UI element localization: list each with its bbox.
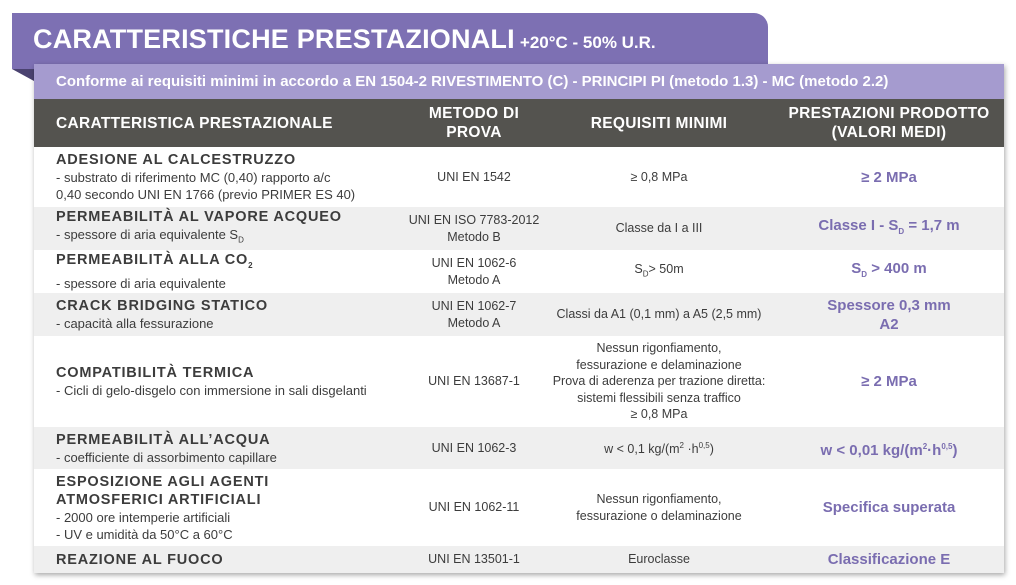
row-subtext: - 2000 ore intemperie artificiali - UV e umidità da 50°C a 60°C [56, 509, 233, 542]
row-performance: w < 0,01 $kg/(m^2\cdot h^{0,5})$ [820, 441, 958, 459]
table-header [34, 99, 1004, 147]
row-name: COMPATIBILITÀ TERMICA [56, 365, 255, 381]
row-method: UNI EN 13501-1 [428, 552, 520, 567]
title-main: CARATTERISTICHE PRESTAZIONALI [33, 24, 515, 54]
row-subtext: - spessore di aria equivalente [56, 275, 226, 291]
row-performance: Classe $I - S_D = 1,7$ m [818, 217, 960, 236]
row-performance: Spessore 0,3 mm A2 [827, 296, 951, 333]
header-method: METODO DI PROVA [428, 105, 520, 141]
table-row [34, 427, 1004, 469]
row-method: UNI EN 1062-3 [431, 440, 517, 455]
header-requirements: REQUISITI MINIMI [590, 114, 728, 132]
row-method: UNI EN 1062-11 [428, 500, 520, 515]
row-method: UNI EN 13687-1 [428, 374, 520, 389]
row-name: PERMEABILITÀ ALL’ACQUA [56, 431, 271, 448]
row-performance: ≥ 2 MPa [861, 168, 917, 186]
table-row [34, 469, 1004, 546]
row-name: CRACK BRIDGING STATICO [56, 298, 268, 314]
row-subtext: - Cicli di gelo-disgelo con immersione in sali disgelanti [56, 383, 367, 398]
row-performance: ≥ 2 MPa [861, 373, 917, 390]
table-row [34, 207, 1004, 250]
title-fold-shadow [12, 69, 34, 81]
row-requirement: Classe da I a III [615, 221, 703, 236]
header-characteristic: CARATTERISTICA PRESTAZIONALE [56, 114, 333, 132]
row-name: PERMEABILITÀ AL VAPORE ACQUEO [56, 209, 342, 226]
header-performance: PRESTAZIONI PRODOTTO (VALORI MEDI) [788, 105, 990, 141]
row-requirement: Classi da A1 (0,1 mm) a A5 (2,5 mm) [556, 307, 762, 322]
row-performance: Specifica superata [822, 499, 956, 516]
row-requirement: Nessun rigonfiamento, fessurazione e delaminazione Prova di aderenza per trazione diretta: sistemi flessibili senza traffico ≥ 0,8 MPa [552, 341, 766, 422]
row-name: ADESIONE AL CALCESTRUZZO [56, 152, 296, 168]
row-subtext: - coefficiente di assorbimento capillare [56, 449, 277, 465]
row-method: UNI EN 1542 [437, 169, 511, 184]
row-requirement: Euroclasse [628, 552, 690, 567]
page-title [33, 24, 656, 55]
row-requirement: $S_D> 50m$ [634, 261, 684, 278]
table-row [34, 546, 1004, 573]
row-name: PERMEABILITÀ ALLA $CO_2$ [56, 252, 254, 270]
row-requirement: ≥ 0,8 MPa [630, 169, 688, 184]
title-conditions: +20°C - 50% U.R. [519, 33, 656, 52]
row-subtext: - spessore di aria equivalente $S_D$ [56, 227, 244, 245]
table-row [34, 293, 1004, 336]
row-method: UNI EN 1062-7 Metodo A [431, 299, 517, 330]
table-row [34, 336, 1004, 427]
row-name: ESPOSIZIONE AGLI AGENTI ATMOSFERICI ARTIFICIALI [56, 473, 270, 508]
conformity-note: Conforme ai requisiti minimi in accordo a EN 1504-2 RIVESTIMENTO (C) - PRINCIPI PI (metodo 1.3) - MC (metodo 2.2) [34, 64, 1004, 99]
performance-table [34, 64, 1004, 573]
row-performance: $S_D > 400$ m [851, 260, 927, 279]
table-row [34, 147, 1004, 207]
row-subtext: - substrato di riferimento MC (0,40) rapporto a/c 0,40 secondo UNI EN 1766 (previo PRIMER ES 40) [56, 170, 356, 202]
row-name: REAZIONE AL FUOCO [56, 551, 224, 568]
table-row [34, 250, 1004, 293]
row-performance: Classificazione E [827, 551, 951, 568]
row-requirement: Nessun rigonfiamento, fessurazione o delaminazione [576, 492, 742, 523]
row-requirement: w < 0,1 $kg/(m^2 \cdot h^{0,5})$ [604, 441, 714, 457]
row-method: UNI EN ISO 7783-2012 Metodo B [408, 213, 540, 244]
row-method: UNI EN 1062-6 Metodo A [431, 256, 517, 287]
row-subtext: - capacità alla fessurazione [56, 316, 214, 331]
